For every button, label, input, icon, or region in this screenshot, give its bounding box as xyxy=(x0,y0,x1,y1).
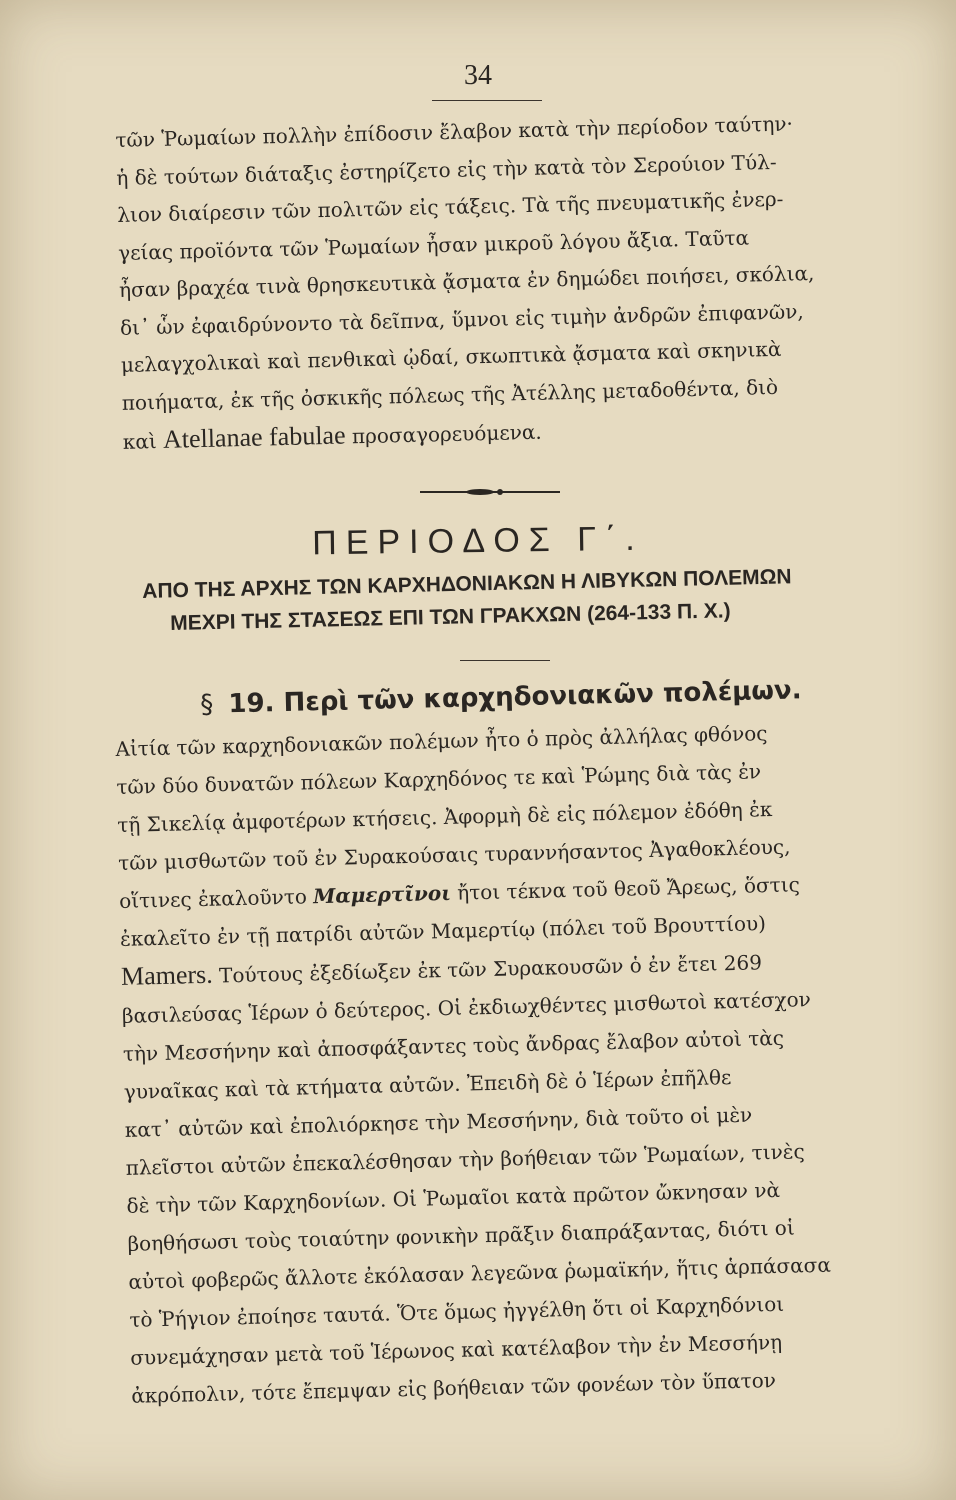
text-line: ἦσαν βραχέα τινὰ θρησκευτικὰ ᾄσματα ἐν δημώδει ποιήσει, σκόλια, xyxy=(118,260,815,302)
paragraph-2 xyxy=(115,711,926,1415)
text-line: βασιλεύσας Ἱέρων ὁ δεύτερος. Οἱ ἐκδιωχθέντες μισθωτοὶ κατέσχον xyxy=(121,987,812,1028)
page-number: 34 xyxy=(464,60,492,91)
text-line: Αἰτία τῶν καρχηδονιακῶν πολέμων ἦτο ὁ πρὸς ἀλλήλας φθόνος xyxy=(115,721,768,761)
text-line: μελαγχολικαὶ καὶ πενθικαὶ ᾠδαί, σκωπτικὰ ᾄσματα καὶ σκηνικὰ xyxy=(120,336,782,377)
period-title: ΠΕΡΙΟΔΟΣ Γ΄. xyxy=(311,519,644,563)
period-subtitle-line-2: ΜΕΧΡΙ ΤΗΣ ΣΤΑΣΕΩΣ ΕΠΙ ΤΩΝ ΓΡΑΚΧΩΝ (264-133 Π. Χ.) xyxy=(170,599,731,635)
text-fragment: ἤτοι τέκνα τοῦ θεοῦ Ἄρεως, ὅστις xyxy=(456,872,801,905)
section-number: 19. xyxy=(228,688,275,720)
section-mark: § xyxy=(200,689,214,720)
text-line: συνεμάχησαν μετὰ τοῦ Ἱέρωνος καὶ κατέλαβον τὴν ἐν Μεσσήνῃ xyxy=(130,1329,783,1370)
text-line: τὸ Ῥήγιον ἐποίησε ταυτά. Ὅτε ὅμως ἠγγέλθη ὅτι οἱ Καρχηδόνιοι xyxy=(129,1291,785,1332)
text-fragment: προσαγορευόμενα. xyxy=(351,419,542,449)
text-line: ἀκρόπολιν, τότε ἔπεμψαν εἰς βοήθειαν τῶν φονέων τὸν ὕπατον xyxy=(130,1368,777,1408)
latin-term: Mamers. xyxy=(120,959,214,991)
paragraph-1 xyxy=(115,103,918,462)
text-line: γυναῖκας καὶ τὰ κτήματα αὐτῶν. Ἐπειδὴ δὲ ὁ Ἱέρων ἐπῆλθε xyxy=(123,1065,732,1104)
text-line: τῶν δύο δυνατῶν πόλεων Καρχηδόνος τε καὶ Ῥώμης διὰ τὰς ἐν xyxy=(116,759,762,799)
text-line: βοηθήσωσι τοὺς τοιαύτην φονικὴν πρᾶξιν διαπράξαντας, διότι οἱ xyxy=(127,1215,795,1256)
text-line: ἐκαλεῖτο ἐν τῇ πατρίδι αὐτῶν Μαμερτίῳ (πόλει τοῦ Βρουττίου) xyxy=(119,911,767,951)
text-line: τὴν Μεσσήνην καὶ ἀποσφάξαντες τοὺς ἄνδρας ἔλαβον αὐτοὶ τὰς xyxy=(122,1025,785,1066)
text-line: πλεῖστοι αὐτῶν ἐπεκαλέσθησαν τὴν βοήθειαν τῶν Ῥωμαίων, τινὲς xyxy=(125,1139,805,1180)
text-line: τῇ Σικελίᾳ ἀμφοτέρων κτήσεις. Ἀφορμὴ δὲ εἰς πόλεμον ἐδόθη ἐκ xyxy=(117,796,773,837)
section-rule xyxy=(460,660,550,661)
text-line: λιον διαίρεσιν τῶν πολιτῶν εἰς τάξεις. Τὰ τῆς πνευματικῆς ἐνερ- xyxy=(116,186,784,227)
text-line: τῶν Ῥωμαίων πολλὴν ἐπίδοσιν ἔλαβον κατὰ τὴν περίοδον ταύτην· xyxy=(115,111,794,152)
text-line: ἡ δὲ τούτων διάταξις ἐστηρίζετο εἰς τὴν κατὰ τὸν Σερούιον Τύλ- xyxy=(116,149,777,190)
text-line: ποιήματα, ἐκ τῆς ὀσκικῆς πόλεως τῆς Ἀτέλλης μεταδοθέντα, διὸ xyxy=(121,374,779,415)
period-subtitle-line-1: ΑΠΟ ΤΗΣ ΑΡΧΗΣ ΤΩΝ ΚΑΡΧΗΔΟΝΙΑΚΩΝ Η ΛΙΒΥΚΩΝ ΠΟΛΕΜΩΝ xyxy=(142,565,792,603)
latin-term: Atellanae fabulae xyxy=(162,420,346,454)
text-line: τῶν μισθωτῶν τοῦ ἐν Συρακούσαις τυραννήσαντος Ἀγαθοκλέους, xyxy=(117,834,791,875)
text-line: δι᾽ ὧν ἐφαιδρύνοντο τὰ δεῖπνα, ὕμνοι εἰς τιμὴν ἀνδρῶν ἐπιφανῶν, xyxy=(119,298,804,340)
text-fragment: οἵτινες ἐκαλοῦντο xyxy=(118,884,308,913)
text-line: αὐτοὶ φοβερῶς ἄλλοτε ἐκόλασαν λεγεῶνα ῥωμαϊκήν, ἥτις ἁρπάσασα xyxy=(128,1252,832,1294)
ornament-rule xyxy=(420,486,560,498)
emphasized-term: Μαμερτῖνοι xyxy=(312,880,452,909)
text-fragment: καὶ xyxy=(122,429,157,454)
text-fragment: Τούτους ἐξεδίωξεν ἐκ τῶν Συρακουσῶν ὁ ἐν ἔτει 269 xyxy=(218,950,763,988)
text-line: κατ᾽ αὐτῶν καὶ ἐπολιόρκησε τὴν Μεσσήνην, διὰ τοῦτο οἱ μὲν xyxy=(124,1102,753,1142)
section-title: Περὶ τῶν καρχηδονιακῶν πολέμων. xyxy=(283,675,802,718)
text-line: δὲ τὴν τῶν Καρχηδονίων. Οἱ Ῥωμαῖοι κατὰ πρῶτον ὤκνησαν νὰ xyxy=(126,1177,781,1218)
text-line: γείας προϊόντα τῶν Ῥωμαίων ἦσαν μικροῦ λόγου ἄξια. Ταῦτα xyxy=(117,225,750,265)
header-rule xyxy=(432,100,542,101)
